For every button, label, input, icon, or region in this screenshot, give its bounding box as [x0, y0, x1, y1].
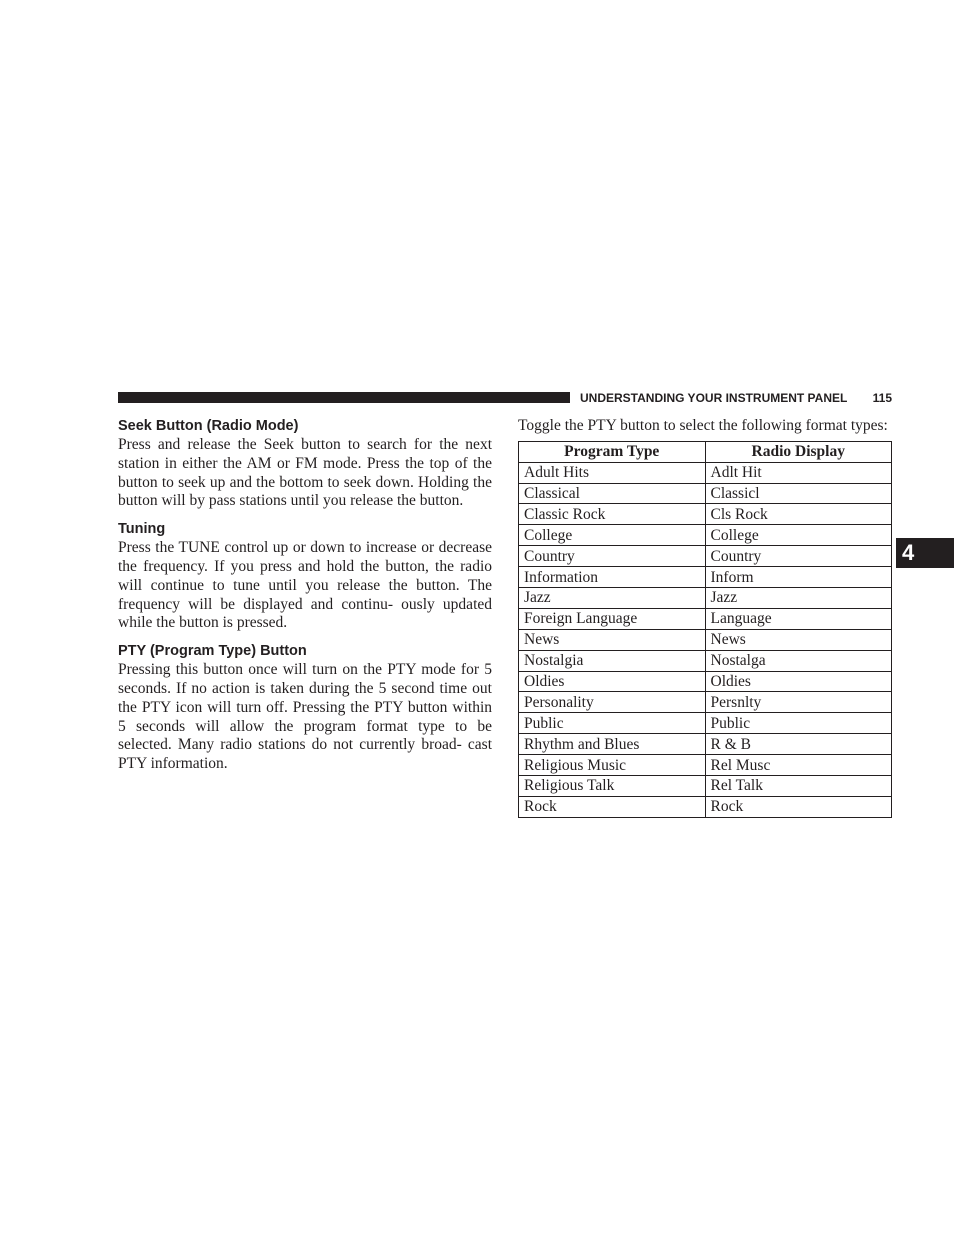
radio-display-cell: Rel Talk — [705, 776, 892, 797]
table-row — [519, 567, 892, 588]
program-type-cell: News — [519, 629, 706, 650]
program-type-cell: Nostalgia — [519, 650, 706, 671]
table-row — [519, 462, 892, 483]
page-number: 115 — [872, 391, 892, 405]
chapter-tab: 4 — [896, 538, 954, 568]
section-body: Press and release the Seek button to search for the next station in either the AM or FM mode. Press the top of the button to seek up and the bottom to seek down. Holding the button will by pass stations until you release the button. — [118, 436, 492, 510]
radio-display-cell: Persnlty — [705, 692, 892, 713]
radio-display-cell: Inform — [705, 567, 892, 588]
program-type-cell: Personality — [519, 692, 706, 713]
table-row — [519, 692, 892, 713]
radio-display-cell: Classicl — [705, 483, 892, 504]
program-type-cell: Information — [519, 567, 706, 588]
table-row — [519, 629, 892, 650]
radio-display-cell: Country — [705, 546, 892, 567]
program-type-cell: Oldies — [519, 671, 706, 692]
column-header-program-type: Program Type — [519, 441, 706, 462]
table-row — [519, 608, 892, 629]
program-type-cell: Adult Hits — [519, 462, 706, 483]
table-row — [519, 588, 892, 609]
table-row — [519, 483, 892, 504]
radio-display-cell: R & B — [705, 734, 892, 755]
table-intro: Toggle the PTY button to select the following format types: — [518, 417, 888, 434]
table-row — [519, 796, 892, 817]
program-type-cell: Rhythm and Blues — [519, 734, 706, 755]
program-type-cell: Public — [519, 713, 706, 734]
program-type-cell: Religious Talk — [519, 776, 706, 797]
table-row — [519, 713, 892, 734]
table-row — [519, 546, 892, 567]
section-heading: Tuning — [118, 521, 166, 538]
table-row — [519, 734, 892, 755]
section-pty-button — [118, 642, 492, 774]
program-type-cell: Classic Rock — [519, 504, 706, 525]
table-row — [519, 650, 892, 671]
section-title: UNDERSTANDING YOUR INSTRUMENT PANEL — [580, 391, 848, 405]
section-body: Press the TUNE control up or down to increase or decrease the frequency. If you press and hold the button, the radio will continue to tune until you release the button. The frequency will be displayed and continu- ously updated while the button is pressed. — [118, 539, 492, 632]
program-type-cell: Country — [519, 546, 706, 567]
radio-display-cell: College — [705, 525, 892, 546]
header-rule — [118, 392, 570, 403]
section-seek-button — [118, 417, 492, 511]
radio-display-cell: Nostalga — [705, 650, 892, 671]
radio-display-cell: Jazz — [705, 588, 892, 609]
radio-display-cell: News — [705, 629, 892, 650]
radio-display-cell: Rel Musc — [705, 755, 892, 776]
program-type-cell: Jazz — [519, 588, 706, 609]
section-heading: PTY (Program Type) Button — [118, 643, 307, 660]
radio-display-cell: Rock — [705, 796, 892, 817]
program-type-cell: Rock — [519, 796, 706, 817]
table-header-row — [519, 441, 892, 462]
section-tuning — [118, 520, 492, 633]
radio-display-cell: Cls Rock — [705, 504, 892, 525]
running-header — [580, 389, 892, 407]
pty-table — [518, 441, 892, 818]
table-row — [519, 504, 892, 525]
table-row — [519, 776, 892, 797]
section-heading: Seek Button (Radio Mode) — [118, 418, 299, 434]
left-column — [118, 417, 492, 774]
program-type-cell: Classical — [519, 483, 706, 504]
column-header-radio-display: Radio Display — [705, 441, 892, 462]
radio-display-cell: Oldies — [705, 671, 892, 692]
radio-display-cell: Adlt Hit — [705, 462, 892, 483]
program-type-cell: Religious Music — [519, 755, 706, 776]
table-row — [519, 525, 892, 546]
right-column — [518, 417, 892, 818]
radio-display-cell: Public — [705, 713, 892, 734]
table-row — [519, 671, 892, 692]
program-type-cell: Foreign Language — [519, 608, 706, 629]
table-row — [519, 755, 892, 776]
radio-display-cell: Language — [705, 608, 892, 629]
program-type-cell: College — [519, 525, 706, 546]
section-body: Pressing this button once will turn on the PTY mode for 5 seconds. If no action is taken during the 5 second time out the PTY icon will turn off. Pressing the PTY button within 5 seconds will allow the program format type to be selected. Many radio stations do not currently broad- cast PTY information. — [118, 661, 492, 773]
